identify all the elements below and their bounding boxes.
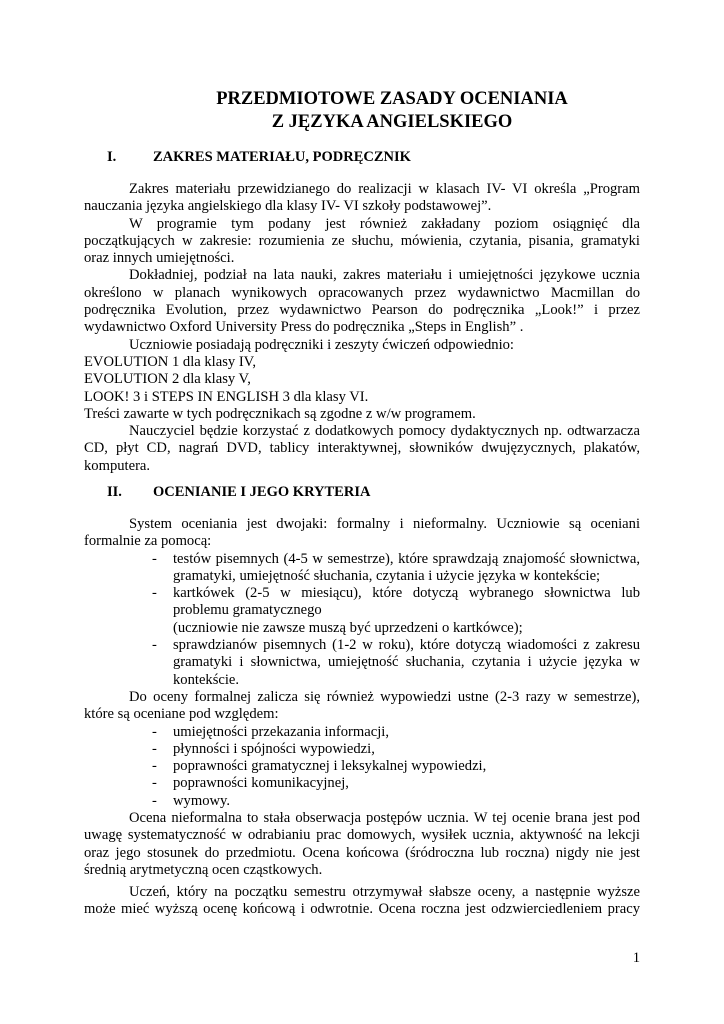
s2-p4-line: Uczeń, który na początku semestru otrzymywał słabsze oceny, a następnie wyższe [129, 884, 640, 900]
criteria-item [84, 758, 640, 775]
s2-p3-line: Ocena nieformalna to stała obserwacja postępów ucznia. W tej ocenie brana jest pod [129, 810, 640, 827]
s1-book-line: Treści zawarte w tych podręcznikach są zgodne z w/w programem. [84, 405, 476, 422]
criteria-item [84, 724, 640, 741]
s2-p2-line: które są oceniane pod względem: [84, 706, 279, 723]
dash-marker: - [152, 585, 157, 602]
section-2-body [84, 516, 640, 879]
s1-p2-line: początkujących w zakresie: rozumienia ze słuchu, mówienia, czytania, pisania, gramatyki [84, 232, 640, 249]
criteria-text: płynności i spójności wypowiedzi, [173, 740, 375, 757]
s2-p3-line: uwagę systematyczność w odrabianiu prac domowych, wysiłek ucznia, aktywność na lekcji [84, 827, 640, 844]
bullet-tests-cont: gramatyki, umiejętność słuchania, czytania i użycie języka w kontekście; [173, 567, 601, 584]
criteria-item [84, 741, 640, 758]
dash-marker: - [152, 775, 157, 792]
s2-p4-line: może mieć wyższą ocenę końcową i odwrotnie. Ocena roczna jest odzwierciedleniem pracy [84, 901, 640, 918]
s2-p3-line: oraz jego stosunek do przedmiotu. Ocena końcowa (śródroczna lub roczna) nigdy nie jest [84, 844, 640, 861]
bullet-exams-cont: gramatyki i słownictwa, umiejętność słuchania, czytania i użycie języka w [173, 654, 640, 671]
s1-p3-line: wydawnictwo Oxford University Press do podręcznika „Steps in English” . [84, 319, 524, 336]
title-line-2: Z JĘZYKA ANGIELSKIEGO [271, 112, 513, 132]
s2-p1-line: formalnie za pomocą: [84, 533, 212, 550]
section-1-body [84, 181, 640, 475]
s1-p3-line: podręcznika Evolution, przez wydawnictwo Pearson do podręcznika „Look!” i przez [84, 302, 640, 319]
section-2-final-paragraph [84, 884, 640, 919]
criteria-item [84, 775, 640, 792]
bullet-quizzes-cont: (uczniowie nie zawsze muszą być uprzedzeni o kartkówce); [173, 619, 523, 636]
bullet-text: kartkówek (2-5 w miesiącu), które dotyczą wybranego słownictwa lub [173, 585, 640, 602]
section-2-title: OCENIANIE I JEGO KRYTERIA [153, 484, 371, 500]
bullet-text: sprawdzianów pisemnych (1-2 w roku), które dotyczą wiadomości z zakresu [173, 637, 640, 654]
s2-p1-line: System oceniania jest dwojaki: formalny i nieformalny. Uczniowie są oceniani [129, 516, 640, 532]
dash-marker: - [152, 723, 157, 740]
s1-p3-line: określono w planach wynikowych opracowanych przez wydawnictwo Macmillan do [84, 284, 640, 301]
bullet-text: testów pisemnych (4-5 w semestrze), które sprawdzają znajomość słownictwa, [173, 550, 640, 567]
s2-p3-line: średnią arytmetyczną ocen cząstkowych. [84, 861, 323, 878]
criteria-text: wymowy. [173, 792, 231, 809]
dash-marker: - [152, 758, 157, 775]
bullet-tests [84, 551, 640, 568]
criteria-text: poprawności komunikacyjnej, [173, 775, 349, 792]
s1-p1-line: Zakres materiału przewidzianego do realizacji w klasach IV- VI określa „Program [129, 181, 640, 197]
s1-p1-line: nauczania języka angielskiego dla klasy IV- VI szkoły podstawowej”. [84, 198, 492, 215]
bullet-quizzes [84, 585, 640, 602]
s1-p2-line: oraz innych umiejętności. [84, 250, 235, 267]
s1-book-line: LOOK! 3 i STEPS IN ENGLISH 3 dla klasy VI. [84, 388, 369, 405]
bullet-exams-cont: kontekście. [173, 671, 240, 688]
s2-p2-line: Do oceny formalnej zalicza się również wypowiedzi ustne (2-3 razy w semestrze), [129, 688, 640, 705]
s1-book-line: EVOLUTION 1 dla klasy IV, [84, 353, 256, 370]
dash-marker: - [152, 740, 157, 757]
s1-p3-line: Dokładniej, podział na lata nauki, zakres materiału i umiejętności językowe ucznia [129, 267, 640, 284]
dash-marker: - [152, 792, 157, 809]
title-line-1: PRZEDMIOTOWE ZASADY OCENIANIA [216, 89, 568, 109]
section-1-number: I. [107, 149, 117, 165]
s1-p2-line: W programie tym podany jest również zakładany poziom osiągnięć dla [129, 215, 640, 232]
dash-marker: - [152, 550, 157, 567]
s1-p4-line: Uczniowie posiadają podręczniki i zeszyty ćwiczeń odpowiednio: [129, 336, 514, 353]
s1-p5-line: Nauczyciel będzie korzystać z dodatkowych pomocy dydaktycznych np. odtwarzacza [129, 423, 640, 440]
criteria-item [84, 793, 640, 810]
section-1-title: ZAKRES MATERIAŁU, PODRĘCZNIK [153, 149, 411, 165]
dash-marker: - [152, 637, 157, 654]
s1-p5-line: komputera. [84, 457, 151, 474]
page-number: 1 [632, 950, 640, 966]
criteria-text: umiejętności przekazania informacji, [173, 723, 389, 740]
criteria-text: poprawności gramatycznej i leksykalnej wypowiedzi, [173, 758, 487, 775]
section-2-number: II. [107, 484, 122, 500]
s1-book-line: EVOLUTION 2 dla klasy V, [84, 371, 251, 388]
bullet-exams [84, 637, 640, 654]
bullet-quizzes-cont: problemu gramatycznego [173, 602, 322, 619]
s1-p5-line: CD, płyt CD, nagrań DVD, tablicy interaktywnej, słowników dwujęzycznych, plakatów, [84, 440, 640, 457]
